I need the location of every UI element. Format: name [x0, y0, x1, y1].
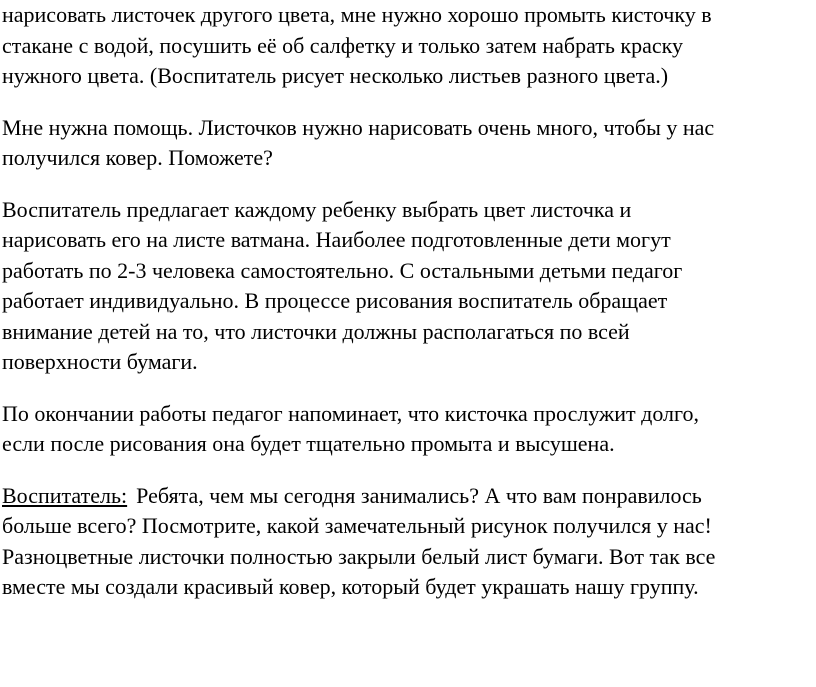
text-line: Воспитатель предлагает каждому ребенку выбрать цвет листочка и: [2, 196, 632, 222]
text-line: если после рисования она будет тщательно промыта и высушена.: [2, 431, 615, 456]
text-line: работает индивидуально. В процессе рисования воспитатель обращает: [2, 288, 668, 313]
text-line: нужного цвета. (Воспитатель рисует несколько листьев разного цвета.): [2, 63, 669, 88]
text-line: поверхности бумаги.: [2, 349, 198, 374]
paragraph-brush-care: [2, 399, 814, 460]
text-line: получился ковер. Поможете?: [2, 145, 273, 170]
paragraph-brush-instructions: [2, 0, 814, 92]
text-line: По окончании работы педагог напоминает, что кисточка прослужит долго,: [2, 400, 699, 426]
paragraph-teacher-summary: [2, 481, 814, 603]
text-line: нарисовать его на листе ватмана. Наиболее подготовленные дети могут: [2, 227, 671, 252]
paragraph-activity-description: [2, 195, 814, 378]
text-line: [2, 481, 814, 512]
text-line: стакане с водой, посушить её об салфетку и только затем набрать краску: [2, 32, 684, 58]
text-line: больше всего? Посмотрите, какой замечательный рисунок получился у нас!: [2, 513, 712, 538]
text-line: Разноцветные листочки полностью закрыли белый лист бумаги. Вот так все: [2, 543, 716, 569]
speaker-text: Ребята, чем мы сегодня занимались? А что вам понравилось: [136, 482, 702, 508]
text-line: работать по 2-3 человека самостоятельно. С остальными детьми педагог: [2, 257, 683, 283]
document-body: [2, 0, 814, 603]
speaker-label: Воспитатель:: [2, 482, 128, 508]
text-line: Мне нужна помощь. Листочков нужно нарисовать очень много, чтобы у нас: [2, 114, 715, 140]
text-line: внимание детей на то, что листочки должны располагаться по всей: [2, 318, 630, 344]
text-line: вместе мы создали красивый ковер, который будет украшать нашу группу.: [2, 574, 699, 599]
text-line: нарисовать листочек другого цвета, мне нужно хорошо промыть кисточку в: [2, 2, 712, 27]
paragraph-help-request: [2, 113, 814, 174]
